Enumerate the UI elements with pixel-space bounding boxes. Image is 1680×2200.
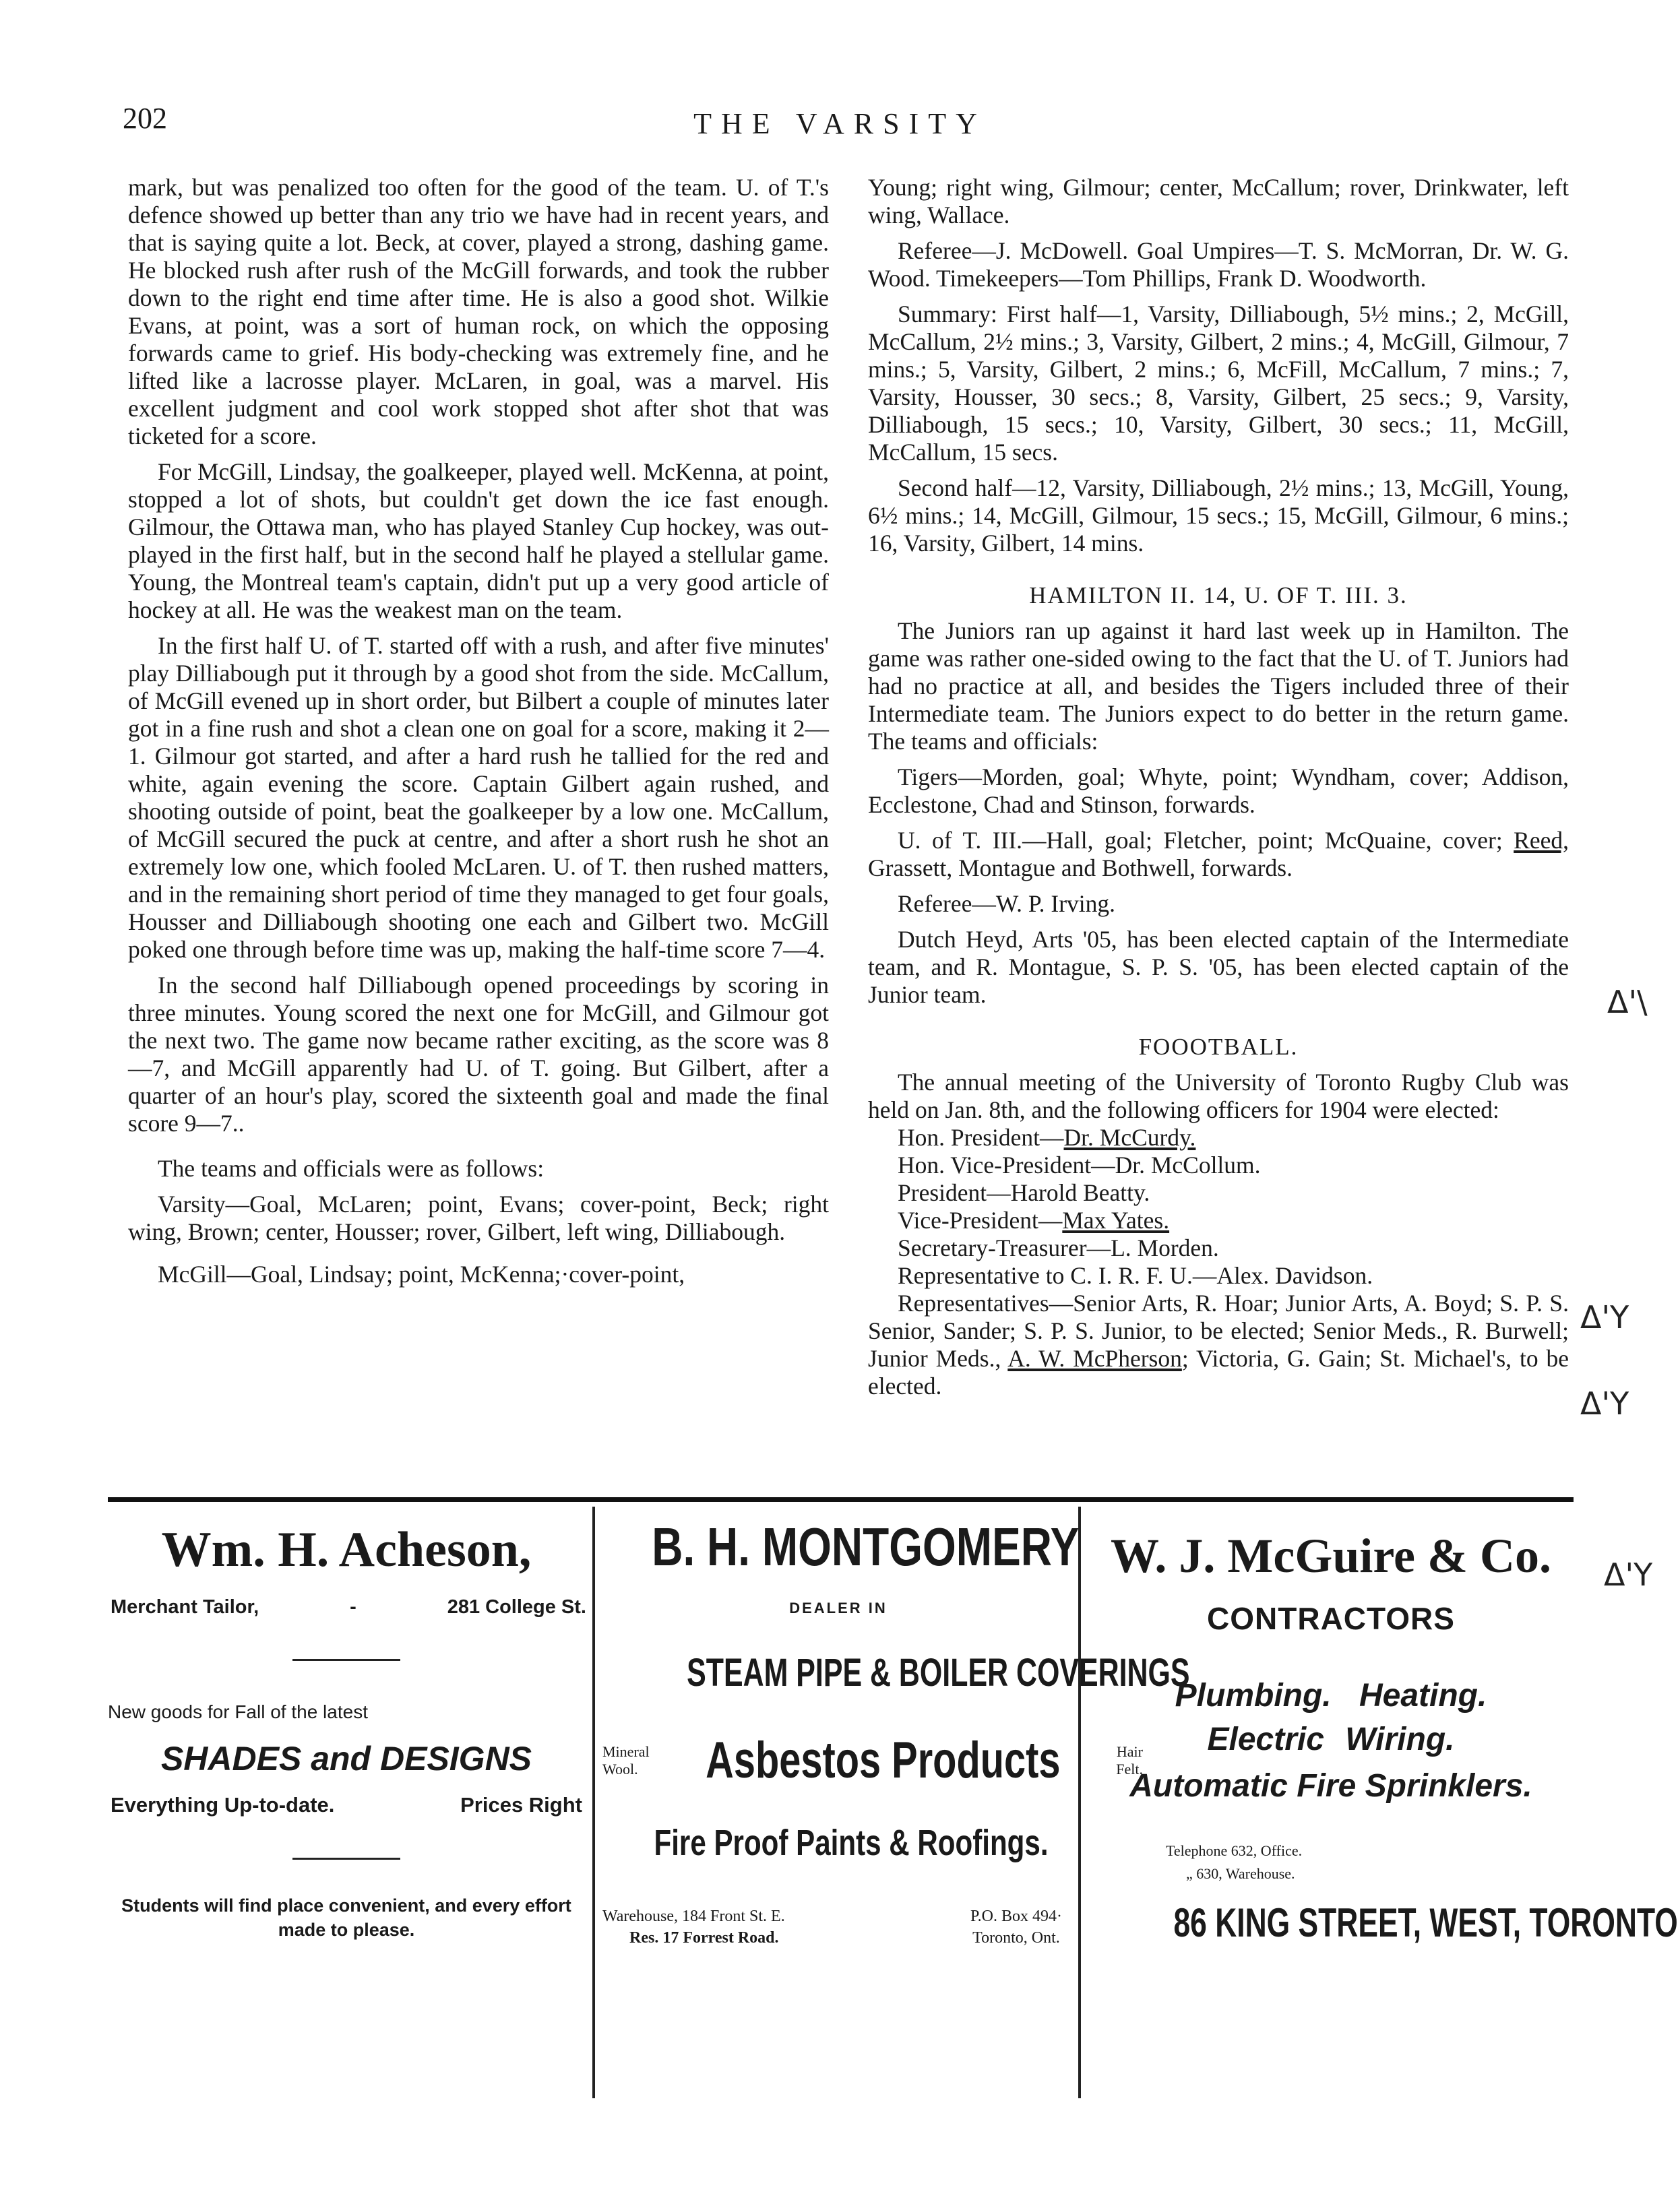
officer-president: President—Harold Beatty. <box>898 1179 1150 1206</box>
ad-mcguire-tel2: „ 630, Warehouse. <box>1186 1865 1295 1882</box>
ad-mcguire-line3: Automatic Fire Sprinklers. <box>1129 1768 1532 1804</box>
ad-acheson-rule <box>292 1659 400 1661</box>
ad-acheson-trade: Merchant Tailor, <box>111 1596 259 1618</box>
ad-acheson-line3b: Prices Right <box>460 1793 582 1817</box>
ad-montgomery-mineral: Mineral Wool. <box>602 1743 650 1778</box>
margin-mark-yates: Δ'Y <box>1580 1385 1629 1422</box>
ad-montgomery-products-row <box>598 1730 1143 1791</box>
ads-divider <box>592 1507 595 2098</box>
ad-mcguire-line1: Plumbing. Heating. <box>1175 1678 1487 1714</box>
officer-representatives <box>868 1290 1569 1400</box>
ad-acheson-address: 281 College St. <box>447 1596 586 1618</box>
underlined-name-yates: Max Yates. <box>1062 1207 1170 1234</box>
ad-montgomery-line1: STEAM PIPE & BOILER COVERINGS <box>687 1651 1190 1695</box>
underlined-name-reed: Reed, <box>1514 827 1569 854</box>
ad-mcguire-address: 86 KING STREET, WEST, TORONTO <box>1173 1900 1678 1945</box>
article-paragraph: mark, but was penalized too often for the good of the team. U. of T.'s defence showed up better than any trio we have had in recent years, and that is saying quite a lot. Beck, at cover, played a strong, dashing game. He blocked rush after rush of the McGill forwards, and took the rubber down to the right end time after time. He is also a good shot. Wilkie Evans, at point, was a sort of human rock, on which the opposing forwards came to grief. His body-checking was extremely fine, and he lifted like a lacrosse player. McLaren, in goal, was a marvel. His excellent judgment and cool work stopped shot after shot that was ticketed for a score. <box>128 174 829 449</box>
football-heading: FOOOTBALL. <box>1138 1034 1299 1060</box>
ad-montgomery-toronto: Toronto, Ont. <box>972 1929 1060 1947</box>
ad-mcguire-trade: CONTRACTORS <box>1207 1601 1455 1636</box>
ad-acheson-name: Wm. H. Acheson, <box>161 1522 532 1577</box>
officer-text: ; Victoria, G. Gain; St. Michael's, to be elected. <box>868 1345 1569 1400</box>
ad-acheson-line4: Students will find place convenient, and every effort made to please. <box>121 1895 571 1940</box>
left-column <box>128 174 829 1288</box>
officer-vice-president <box>868 1207 1569 1234</box>
lineup-mcgill-continued: Young; right wing, Gilmour; center, McCallum; rover, Drinkwater, left wing, Wallace. <box>868 174 1569 228</box>
lineup-text: U. of T. III.—Hall, goal; Fletcher, point; McQuaine, cover; <box>898 827 1514 854</box>
ad-montgomery-asbestos: Asbestos Products <box>705 1732 1061 1789</box>
hamilton-heading: HAMILTON II. 14, U. OF T. III. 3. <box>1029 582 1408 608</box>
officer-label: Vice-President— <box>898 1207 1063 1234</box>
officer-text: Representatives—Senior Arts, R. Hoar; Junior Arts, A. Boyd; S. P. S. Senior, Sander; S. P. S. Junior, to be elected; Senior Meds., R. Burwell; Junior Meds., <box>868 1290 1569 1372</box>
ad-montgomery-dealer: DEALER IN <box>789 1600 888 1616</box>
article-paragraph: In the first half U. of T. started off with a rush, and after five minutes' play Dilliabough put it through by a good shot from the side. McCallum, of McGill evened up in short order, but Bilbert a couple of minutes later got in a fine rush and shot a clean one on goal for a score, making it 2—1. Gilmour got started, and after a hard rush he tallied for the red and white, again evening the score. Captain Gilbert again rushed, and shooting outside of point, beat the goalkeeper by a low one. McCallum, of McGill secured the puck at centre, and after a short rush he shot an extremely low one, which fooled McLaren. U. of T. then rushed matters, and in the remaining short period of time they managed to get four goals, Housser and Dilliabough shooting one each and Gilbert two. McGill poked one through before time was up, making the half-time score 7—4. <box>128 632 829 963</box>
captains-paragraph: Dutch Heyd, Arts '05, has been elected captain of the Intermediate team, and R. Montague, S. P. S. '05, has been elected captain of the Junior team. <box>868 926 1569 1008</box>
ad-acheson-rule <box>292 1858 400 1860</box>
officials-paragraph: Referee—J. McDowell. Goal Umpires—T. S. McMorran, Dr. W. G. Wood. Timekeepers—Tom Phillips, Frank D. Woodworth. <box>868 237 1569 292</box>
ad-acheson-dash: - <box>350 1596 356 1618</box>
ad-mcguire-telephone <box>1085 1840 1577 1885</box>
article-paragraph: The teams and officials were as follows: <box>158 1155 545 1182</box>
lineup-tigers: Tigers—Morden, goal; Whyte, point; Wyndham, cover; Addison, Ecclestone, Chad and Stinson, forwards. <box>868 763 1569 818</box>
referee-paragraph: Referee—W. P. Irving. <box>898 890 1116 917</box>
ad-acheson-shades: SHADES and DESIGNS <box>160 1740 532 1778</box>
hamilton-paragraph: The Juniors ran up against it hard last week up in Hamilton. The game was rather one-sided owing to the fact that the U. of T. Juniors had had no practice at all, and besides the Tigers included three of their Intermediate team. The Juniors expect to do better in the return game. The teams and officials: <box>868 617 1569 755</box>
ad-montgomery-po-box: P.O. Box 494· <box>970 1908 1062 1925</box>
officer-representative-cirfu: Representative to C. I. R. F. U.—Alex. Davidson. <box>898 1262 1373 1289</box>
ad-montgomery-res: Res. 17 Forrest Road. <box>629 1929 779 1947</box>
article-paragraph: For McGill, Lindsay, the goalkeeper, played well. McKenna, at point, stopped a lot of shots, but couldn't get down the ice fast enough. Gilmour, the Ottawa man, who has played Stanley Cup hockey, was out-played in the first half, but in the second half he played a stellular game. Young, the Montreal team's captain, didn't put up a very good article of hockey at all. He was the weakest man on the team. <box>128 458 829 623</box>
ad-acheson <box>106 1511 586 1942</box>
ad-montgomery-warehouse: Warehouse, 184 Front St. E. <box>602 1908 785 1925</box>
officer-secretary-treasurer: Secretary-Treasurer—L. Morden. <box>898 1234 1219 1261</box>
underlined-name-mccurdy: Dr. McCurdy. <box>1063 1124 1196 1151</box>
ad-acheson-line3 <box>106 1793 586 1817</box>
officer-hon-president <box>868 1124 1569 1152</box>
officer-label: Hon. President— <box>898 1124 1064 1151</box>
ad-mcguire-line2: Electric Wiring. <box>1207 1722 1455 1757</box>
lineup-text: Grassett, Montague and Bothwell, forwards. <box>868 854 1293 881</box>
football-officers <box>868 1069 1569 1400</box>
ad-montgomery-name: B. H. MONTGOMERY <box>652 1517 1080 1577</box>
page-number: 202 <box>123 102 167 135</box>
ad-montgomery <box>598 1511 1190 1949</box>
ad-montgomery-hair: Hair Felt. <box>1116 1743 1143 1778</box>
lineup-varsity: Varsity—Goal, McLaren; point, Evans; cover-point, Beck; right wing, Brown; center, Housser; rover, Gilbert, left wing, Dilliabough. <box>128 1191 829 1245</box>
ad-acheson-line3a: Everything Up-to-date. <box>111 1793 335 1817</box>
summary-second-half: Second half—12, Varsity, Dilliabough, 2½ mins.; 13, McGill, Young, 6½ mins.; 14, McGill, Gilmour, 15 secs.; 15, McGill, Gilmour, 6 mins.; 16, Varsity, Gilbert, 14 mins. <box>868 474 1569 557</box>
ad-acheson-trade-row <box>106 1596 586 1618</box>
ad-acheson-line1: New goods for Fall of the latest <box>108 1701 368 1722</box>
ads-divider <box>1078 1507 1081 2098</box>
masthead-title: THE VARSITY <box>693 107 987 140</box>
lineup-mcgill: McGill—Goal, Lindsay; point, McKenna;·cover-point, <box>158 1261 685 1288</box>
margin-mark-mcpherson: Δ'Y <box>1604 1557 1653 1593</box>
article-paragraph: In the second half Dilliabough opened proceedings by scoring in three minutes. Young scored the next one for McGill, and Gilmour got the next two. The game now became rather exciting, as the score was 8—7, and McGill apparently had U. of T. going. But Gilbert, after a quarter of an hour's play, scored the sixteenth goal and made the final score 9—7.. <box>128 972 829 1137</box>
margin-mark-mccurdy: Δ'Y <box>1580 1299 1629 1335</box>
ads-top-rule <box>108 1497 1574 1502</box>
ad-mcguire-tel1: Telephone 632, Office. <box>1166 1842 1303 1859</box>
lineup-uoft-iii <box>868 827 1569 882</box>
right-column <box>868 174 1569 1400</box>
ad-montgomery-contact <box>598 1906 1078 1949</box>
ad-montgomery-line3: Fire Proof Paints & Roofings. <box>654 1823 1049 1863</box>
football-intro: The annual meeting of the University of Toronto Rugby Club was held on Jan. 8th, and the following officers for 1904 were elected: <box>868 1069 1569 1123</box>
margin-mark-reed: Δ'\ <box>1607 984 1648 1020</box>
ad-mcguire-name: W. J. McGuire & Co. <box>1111 1529 1551 1583</box>
officer-hon-vice-president: Hon. Vice-President—Dr. McCollum. <box>898 1152 1261 1178</box>
summary-first-half: Summary: First half—1, Varsity, Dilliabough, 5½ mins.; 2, McGill, McCallum, 2½ mins.; 3, Varsity, Gilbert, 2 mins.; 4, McGill, Gilmour, 7 mins.; 5, Varsity, Gilbert, 2 mins.; 6, McFill, McCallum, 7 mins.; 7, Varsity, Housser, 30 secs.; 8, Varsity, Gilbert, 25 secs.; 9, Varsity, Dilliabough, 15 secs.; 10, Varsity, Gilbert, 30 secs.; 11, McGill, McCallum, 15 secs. <box>868 301 1569 466</box>
underlined-name-mcpherson: A. W. McPherson <box>1007 1345 1182 1372</box>
